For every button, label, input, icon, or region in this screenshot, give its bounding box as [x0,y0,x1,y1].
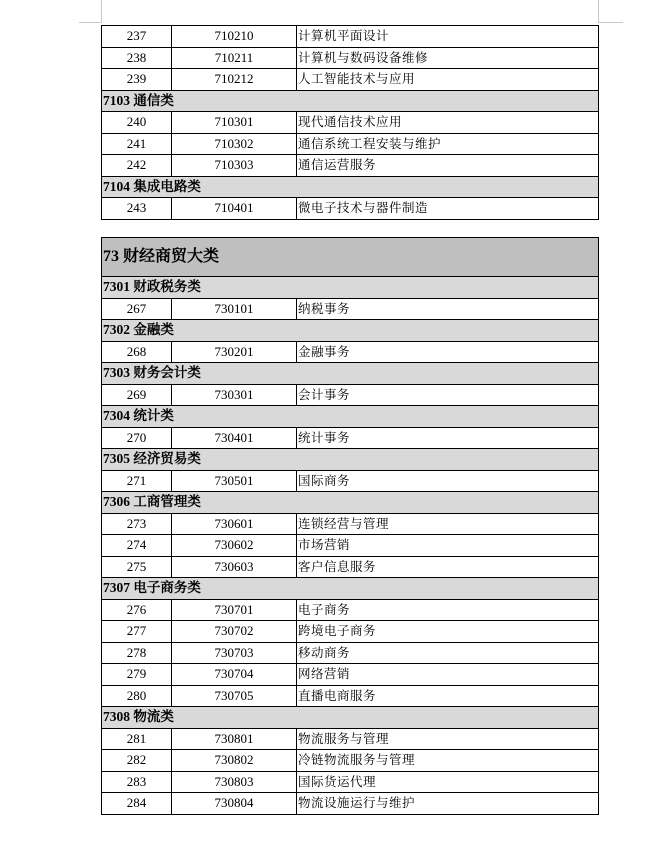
table-row [102,793,599,815]
table-row [102,427,599,449]
serial-number-cell: 239 [102,69,172,91]
major-name-cell: 纳税事务 [297,298,599,320]
serial-number-cell: 283 [102,771,172,793]
table-body [102,26,599,220]
table-row [102,750,599,772]
table-row [102,112,599,134]
major-code-cell: 730703 [172,642,297,664]
serial-number-cell: 237 [102,26,172,48]
serial-number-cell: 279 [102,664,172,686]
major-code-cell: 710302 [172,133,297,155]
table-row [102,341,599,363]
major-code-cell: 730801 [172,728,297,750]
serial-number-cell: 242 [102,155,172,177]
serial-number-cell: 282 [102,750,172,772]
table-row [102,535,599,557]
major-code-cell: 730803 [172,771,297,793]
table-row [102,621,599,643]
major-name-cell: 移动商务 [297,642,599,664]
category-label: 7301 财政税务类 [102,277,599,299]
major-table-finance-trade [101,237,599,815]
table-row [102,685,599,707]
category-label: 7104 集成电路类 [102,176,599,198]
major-name-cell: 物流服务与管理 [297,728,599,750]
table-row [102,599,599,621]
serial-number-cell: 274 [102,535,172,557]
category-row [102,578,599,600]
major-name-cell: 现代通信技术应用 [297,112,599,134]
category-label: 7306 工商管理类 [102,492,599,514]
category-label: 7103 通信类 [102,90,599,112]
serial-number-cell: 268 [102,341,172,363]
major-code-cell: 710401 [172,198,297,220]
category-row [102,363,599,385]
table-row [102,155,599,177]
category-label: 7304 统计类 [102,406,599,428]
major-code-cell: 730702 [172,621,297,643]
serial-number-cell: 243 [102,198,172,220]
table-row [102,556,599,578]
category-row [102,449,599,471]
major-name-cell: 微电子技术与器件制造 [297,198,599,220]
major-category-row [102,238,599,277]
table-row [102,47,599,69]
major-name-cell: 统计事务 [297,427,599,449]
serial-number-cell: 270 [102,427,172,449]
major-code-cell: 730602 [172,535,297,557]
category-row [102,406,599,428]
major-code-cell: 730101 [172,298,297,320]
major-code-cell: 730601 [172,513,297,535]
serial-number-cell: 269 [102,384,172,406]
category-label: 7305 经济贸易类 [102,449,599,471]
margin-corner-mark-right [598,0,623,23]
major-name-cell: 国际货运代理 [297,771,599,793]
major-name-cell: 人工智能技术与应用 [297,69,599,91]
table-body [102,238,599,815]
table-row [102,298,599,320]
major-name-cell: 计算机平面设计 [297,26,599,48]
table-row [102,69,599,91]
serial-number-cell: 275 [102,556,172,578]
major-name-cell: 电子商务 [297,599,599,621]
category-row [102,277,599,299]
table-row [102,642,599,664]
serial-number-cell: 277 [102,621,172,643]
major-code-cell: 710212 [172,69,297,91]
table-row [102,198,599,220]
table-row [102,513,599,535]
serial-number-cell: 273 [102,513,172,535]
major-code-cell: 730705 [172,685,297,707]
major-code-cell: 730701 [172,599,297,621]
serial-number-cell: 241 [102,133,172,155]
serial-number-cell: 240 [102,112,172,134]
category-row [102,492,599,514]
major-name-cell: 通信运营服务 [297,155,599,177]
major-name-cell: 冷链物流服务与管理 [297,750,599,772]
major-code-cell: 710303 [172,155,297,177]
major-name-cell: 会计事务 [297,384,599,406]
category-row [102,176,599,198]
category-row [102,90,599,112]
major-name-cell: 直播电商服务 [297,685,599,707]
major-code-cell: 730704 [172,664,297,686]
major-name-cell: 通信系统工程安装与维护 [297,133,599,155]
serial-number-cell: 238 [102,47,172,69]
table-row [102,771,599,793]
table-row [102,664,599,686]
major-name-cell: 计算机与数码设备维修 [297,47,599,69]
major-name-cell: 连锁经营与管理 [297,513,599,535]
major-code-cell: 730804 [172,793,297,815]
major-table-continued [101,25,599,220]
category-label: 7307 电子商务类 [102,578,599,600]
margin-corner-mark-left [79,0,102,23]
major-code-cell: 730201 [172,341,297,363]
major-code-cell: 730501 [172,470,297,492]
major-name-cell: 客户信息服务 [297,556,599,578]
serial-number-cell: 267 [102,298,172,320]
major-name-cell: 跨境电子商务 [297,621,599,643]
category-label: 7303 财务会计类 [102,363,599,385]
major-code-cell: 730401 [172,427,297,449]
major-category-label: 73 财经商贸大类 [102,238,599,277]
serial-number-cell: 280 [102,685,172,707]
serial-number-cell: 284 [102,793,172,815]
table-row [102,470,599,492]
major-name-cell: 物流设施运行与维护 [297,793,599,815]
major-code-cell: 730802 [172,750,297,772]
serial-number-cell: 281 [102,728,172,750]
serial-number-cell: 278 [102,642,172,664]
major-code-cell: 710210 [172,26,297,48]
major-name-cell: 市场营销 [297,535,599,557]
major-name-cell: 金融事务 [297,341,599,363]
category-row [102,707,599,729]
major-code-cell: 730301 [172,384,297,406]
category-label: 7302 金融类 [102,320,599,342]
table-row [102,728,599,750]
major-name-cell: 国际商务 [297,470,599,492]
serial-number-cell: 276 [102,599,172,621]
table-row [102,133,599,155]
major-code-cell: 730603 [172,556,297,578]
category-row [102,320,599,342]
major-name-cell: 网络营销 [297,664,599,686]
table-row [102,26,599,48]
category-label: 7308 物流类 [102,707,599,729]
serial-number-cell: 271 [102,470,172,492]
major-code-cell: 710211 [172,47,297,69]
major-code-cell: 710301 [172,112,297,134]
table-row [102,384,599,406]
